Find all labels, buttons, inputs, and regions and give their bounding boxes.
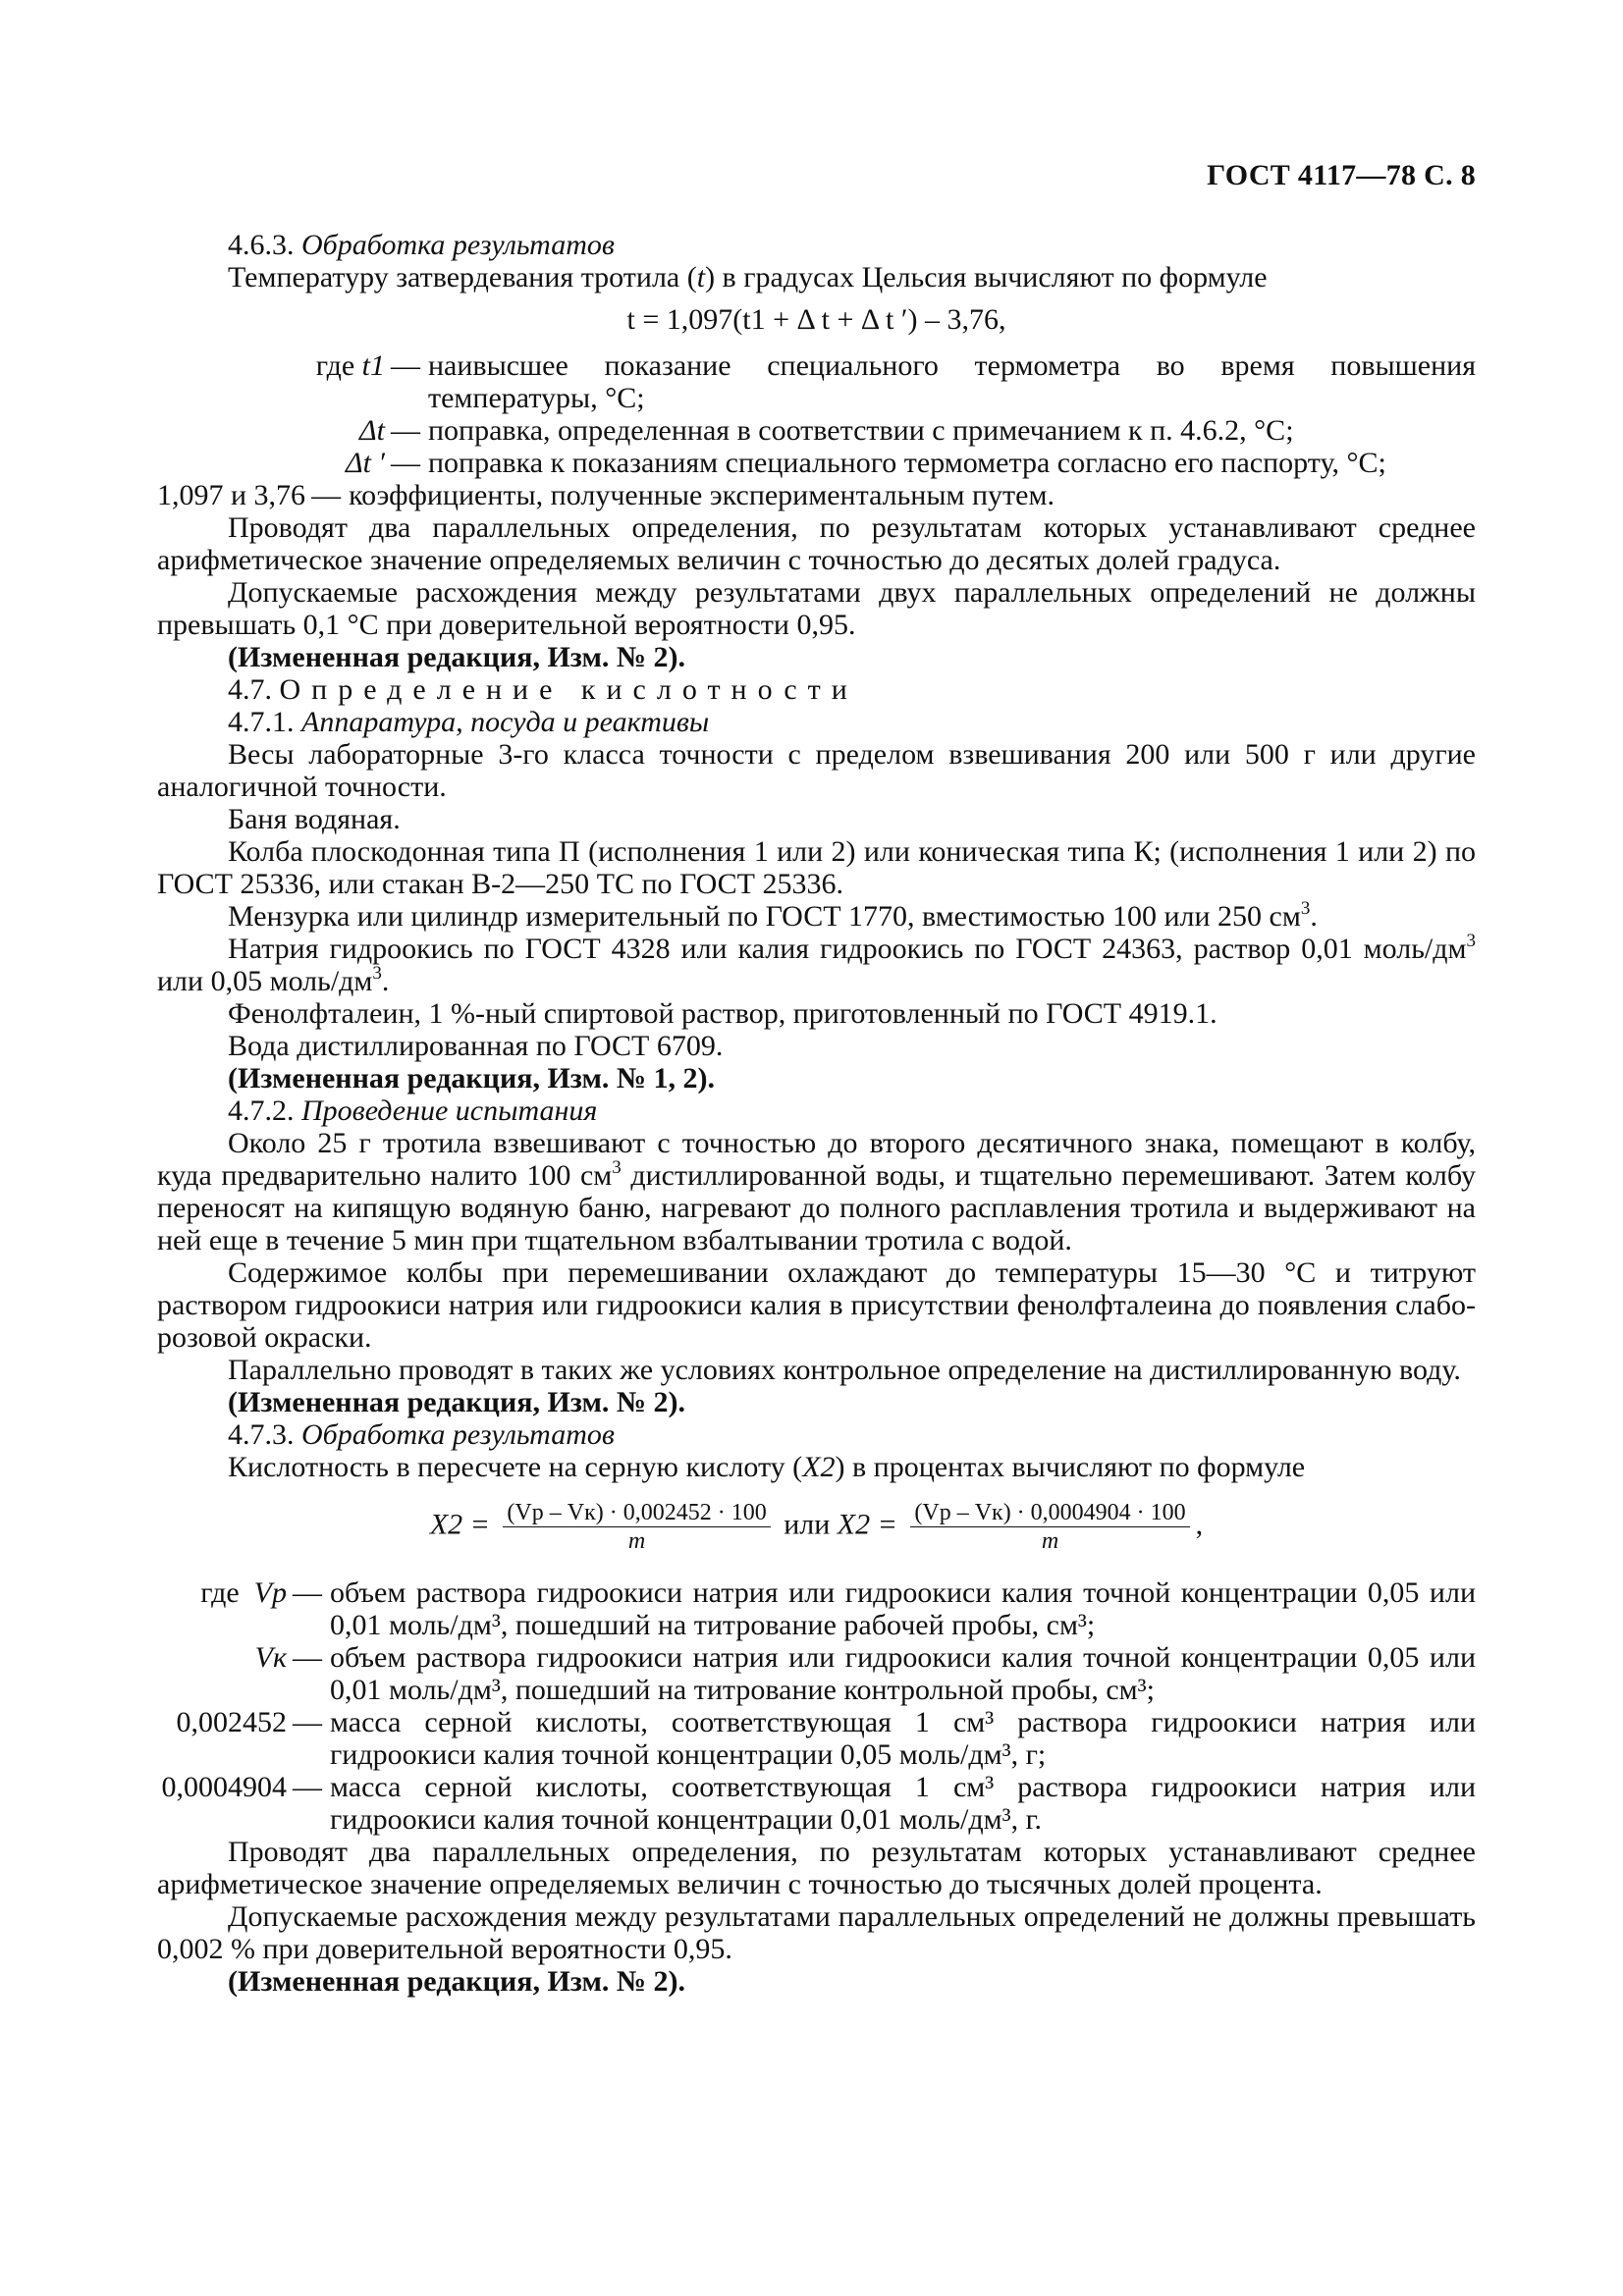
formula-or: или [784,1508,831,1541]
legend-text: объем раствора гидроокиси натрия или гидроокиси калия точной концентрации 0,05 или 0,01 моль/дм³, пошедший на титрование рабочей пробы, см³; [330,1576,1476,1641]
legend-key [157,414,385,447]
legend-symbol: Δt ′ [345,447,385,479]
text-fragment: дистиллированной воды, и тщательно перемешивают. Затем колбу переносят на кипящую водяную баню, нагревают до полного расплавления тротила и выдерживают на ней еще в течение 5 мин при тщательном взбалтывании тротила с водой. [157,1159,1476,1256]
legend-dash: — [311,479,342,511]
where-word: где [315,349,355,382]
paragraph: Проводят два параллельных определения, по результатам которых устанавливают среднее арифметическое значение определяемых величин с точностью до тысячных долей процента. [157,1836,1476,1900]
equipment-item: Колба плоскодонная типа П (исполнения 1 или 2) или коническая типа К; (исполнения 1 или 2) по ГОСТ 25336, или стакан В-2—250 ТС по ГОСТ 25336. [157,835,1476,900]
formula-acidity: X2 = $\frac{(Vр - Vк) \cdot 0,002452 \cdot 100}{m}$ или X2 = $\frac{(Vр - Vк) \cdot 0,0004904 \cdot 100}{m}$ , [429,1500,1204,1554]
variable: X2 [802,1451,836,1483]
legend-key [157,1576,287,1609]
fraction-numerator: (Vр – Vк) · 0,002452 · 100 [503,1499,770,1527]
legend-row [157,447,1476,479]
legend-symbol: Vр [253,1576,287,1609]
section-title: Проведение испытания [301,1095,598,1127]
fraction-denominator: m [627,1528,646,1554]
paragraph: Около 25 г тротила взвешивают с точностью до второго десятичного знака, помещают в колбу, куда предварительно налито 100 $см^3$ дистиллированной воды, и тщательно перемешивают. Затем колбу переносят на кипящую водяную баню, нагревают до полного расплавления тротила и выдерживают на ней еще в течение 5 мин при тщательном взбалтывании тротила с водой. [157,1127,1476,1256]
paragraph: Допускаемые расхождения между результатами параллельных определений не должны превышать 0,002 % при доверительной вероятности 0,95. [157,1900,1476,1965]
formula-intro [157,261,1476,294]
page-header: ГОСТ 4117—78 С. 8 [1207,159,1476,191]
section-number: 4.7. [228,673,272,706]
text-fragment: или 0,05 моль/дм [157,965,373,997]
legend-key [157,349,385,382]
document-body [157,229,1476,1998]
where-word: где [200,1576,240,1609]
section-heading-4-7-3 [157,1418,1476,1451]
section-heading-4-7 [157,673,1476,706]
section-title: Обработка результатов [301,229,615,261]
text-fragment: Температуру затвердевания тротила ( [228,261,697,294]
text-fragment: Мензурка или цилиндр измерительный по ГОСТ 1770, вместимостью 100 или 250 см [228,900,1301,933]
legend-text: поправка к показаниям специального термометра согласно его паспорту, °С; [428,447,1386,479]
paragraph: Содержимое колбы при перемешивании охлаждают до температуры 15—30 °С и титруют раствором гидроокиси натрия или гидроокиси калия в присутствии фенолфталеина до появления слабо-розовой окраски. [157,1256,1476,1354]
legend-text: масса серной кислоты, соответствующая 1 см³ раствора гидроокиси натрия или гидроокиси калия точной концентрации 0,05 моль/дм³, г; [330,1706,1476,1771]
legend-key: 1,097 и 3,76 [157,479,306,511]
section-title: Обработка результатов [301,1418,615,1451]
formula-lhs: X2 = [429,1508,490,1541]
fraction-denominator: m [1041,1528,1059,1554]
section-heading-4-6-3 [157,229,1476,261]
legend-symbol: t1 [361,349,385,382]
equipment-item: Весы лабораторные 3-го класса точности с пределом взвешивания 200 или 500 г или другие аналогичной точности. [157,738,1476,803]
legend-dash: — [391,447,420,479]
revision-note: (Измененная редакция, Изм. № 2). [228,1965,686,1998]
legend-key [157,1641,287,1674]
legend-row [157,1771,1476,1836]
equipment-item: Вода дистиллированная по ГОСТ 6709. [228,1030,724,1062]
legend-row [157,414,1476,447]
legend-dash: — [293,1706,322,1738]
revision-note: (Измененная редакция, Изм. № 2). [228,1386,686,1418]
section-heading-4-7-2 [157,1095,1476,1127]
legend-text: объем раствора гидроокиси натрия или гидроокиси калия точной концентрации 0,05 или 0,01 моль/дм³, пошедший на титрование контрольной пробы, см³; [330,1641,1476,1706]
fraction [503,1499,770,1555]
section-title: Определение кислотности [279,673,858,706]
legend-dash: — [293,1576,322,1609]
text-fragment: ) в процентах вычисляют по формуле [835,1451,1306,1483]
fraction-numerator: (Vр – Vк) · 0,0004904 · 100 [910,1499,1189,1527]
section-title: Аппаратура, посуда и реактивы [301,706,710,738]
formula-intro [157,1451,1476,1483]
legend-row [157,1576,1476,1641]
legend-row [157,349,1476,414]
formula-legend [157,1576,1476,1836]
formula-lhs: X2 = [837,1508,897,1541]
section-number: 4.7.1. [228,706,295,738]
equipment-item: Натрия гидроокись по ГОСТ 4328 или калия гидроокись по ГОСТ 24363, раствор 0,01 моль/$дм^3$ или 0,05 моль/$дм^3$. [157,931,1476,997]
section-number: 4.7.2. [228,1095,295,1127]
paragraph: Допускаемые расхождения между результатами двух параллельных определений не должны превышать 0,1 °С при доверительной вероятности 0,95. [157,576,1476,641]
legend-symbol: Vк [254,1641,287,1674]
text-fragment: Около 25 г тротила взвешивают с точностью до второго десятичного знака, помещают в колбу, куда предварительно налито 100 см [157,1127,1476,1192]
legend-row [157,1641,1476,1706]
text-fragment: Кислотность в пересчете на серную кислоту ( [228,1451,803,1483]
legend-dash: — [391,414,420,447]
equipment-item: Мензурка или цилиндр измерительный по ГОСТ 1770, вместимостью 100 или 250 $см^3$. [228,898,1318,933]
formula-legend [157,349,1476,511]
text-fragment: ) в градусах Цельсия вычисляют по формуле [705,261,1268,294]
legend-dash: — [293,1641,322,1674]
legend-key: 0,0004904 [161,1771,287,1803]
variable: t [696,261,706,294]
equipment-item: Баня водяная. [228,803,401,835]
legend-dash: — [391,349,420,382]
revision-note: (Измененная редакция, Изм. № 1, 2). [228,1062,716,1095]
legend-text: поправка, определенная в соответствии с примечанием к п. 4.6.2, °С; [428,414,1294,447]
section-number: 4.6.3. [228,229,295,261]
legend-text: наивысшее показание специального термометра во время повышения температуры, °С; [428,349,1476,414]
equipment-item: Фенолфталеин, 1 %-ный спиртовой раствор, приготовленный по ГОСТ 4919.1. [228,997,1217,1030]
legend-text: масса серной кислоты, соответствующая 1 см³ раствора гидроокиси натрия или гидроокиси калия точной концентрации 0,01 моль/дм³, г. [330,1771,1476,1836]
legend-key [157,447,385,479]
revision-note: (Измененная редакция, Изм. № 2). [228,641,686,673]
section-heading-4-7-1 [157,706,1476,738]
legend-row [157,1706,1476,1771]
formula-temperature: t = 1,097(t1 + Δ t + Δ t ′) – 3,76, [626,303,1006,336]
legend-dash: — [293,1771,322,1803]
paragraph: Параллельно проводят в таких же условиях контрольное определение на дистиллированную воду. [228,1354,1461,1386]
legend-text: коэффициенты, полученные экспериментальным путем. [349,479,1055,511]
legend-key: 0,002452 [176,1706,287,1738]
legend-symbol: Δt [359,414,385,447]
text-fragment: Натрия гидроокись по ГОСТ 4328 или калия гидроокись по ГОСТ 24363, раствор 0,01 моль/дм [228,933,1467,965]
section-number: 4.7.3. [228,1418,295,1451]
legend-row [157,479,1476,511]
fraction [910,1499,1189,1555]
paragraph: Проводят два параллельных определения, по результатам которых устанавливают среднее арифметическое значение определяемых величин с точностью до десятых долей градуса. [157,511,1476,576]
